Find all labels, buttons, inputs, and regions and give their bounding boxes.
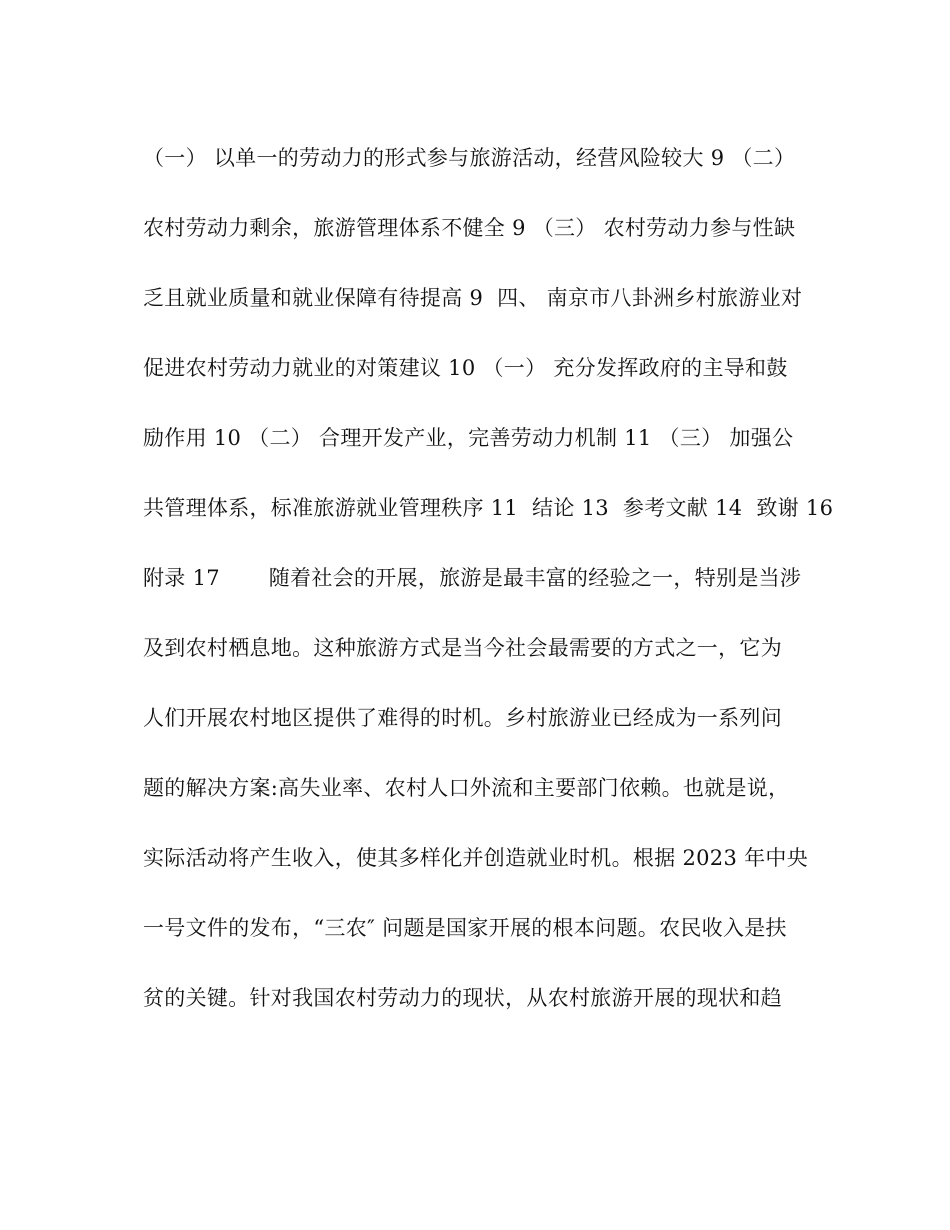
text-line: 乏且就业质量和就业保障有待提高 9 四、 南京市八卦洲乡村旅游业对 xyxy=(143,286,803,310)
text-line: 促进农村劳动力就业的对策建议 10 （一） 充分发挥政府的主导和鼓 xyxy=(143,356,788,380)
text-line: 及到农村栖息地。这种旅游方式是当今社会最需要的方式之一，它为 xyxy=(143,636,782,660)
text-line: （一） 以单一的劳动力的形式参与旅游活动，经营风险较大 9 （二） xyxy=(143,146,796,170)
text-line: 题的解决方案:高失业率、农村人口外流和主要部门依赖。也就是说， xyxy=(143,776,790,800)
text-line: 贫的关键。针对我国农村劳动力的现状，从农村旅游开展的现状和趋 xyxy=(143,986,782,1010)
text-line: 农村劳动力剩余，旅游管理体系不健全 9 （三） 农村劳动力参与性缺 xyxy=(143,216,796,240)
text-line: 实际活动将产生收入，使其多样化并创造就业时机。根据 2023 年中央 xyxy=(143,846,808,870)
text-line: 励作用 10 （二） 合理开发产业，完善劳动力机制 11 （三） 加强公 xyxy=(143,426,794,450)
text-line: 共管理体系，标准旅游就业管理秩序 11 结论 13 参考文献 14 致谢 16 xyxy=(143,496,834,520)
body-text xyxy=(143,138,834,1048)
text-line: 人们开展农村地区提供了难得的时机。乡村旅游业已经成为一系列问 xyxy=(143,706,782,730)
text-line: 附录 17 随着社会的开展，旅游是最丰富的经验之一，特别是当涉 xyxy=(143,566,802,590)
text-line: 一号文件的发布，“三农″ 问题是国家开展的根本问题。农民收入是扶 xyxy=(143,916,787,940)
